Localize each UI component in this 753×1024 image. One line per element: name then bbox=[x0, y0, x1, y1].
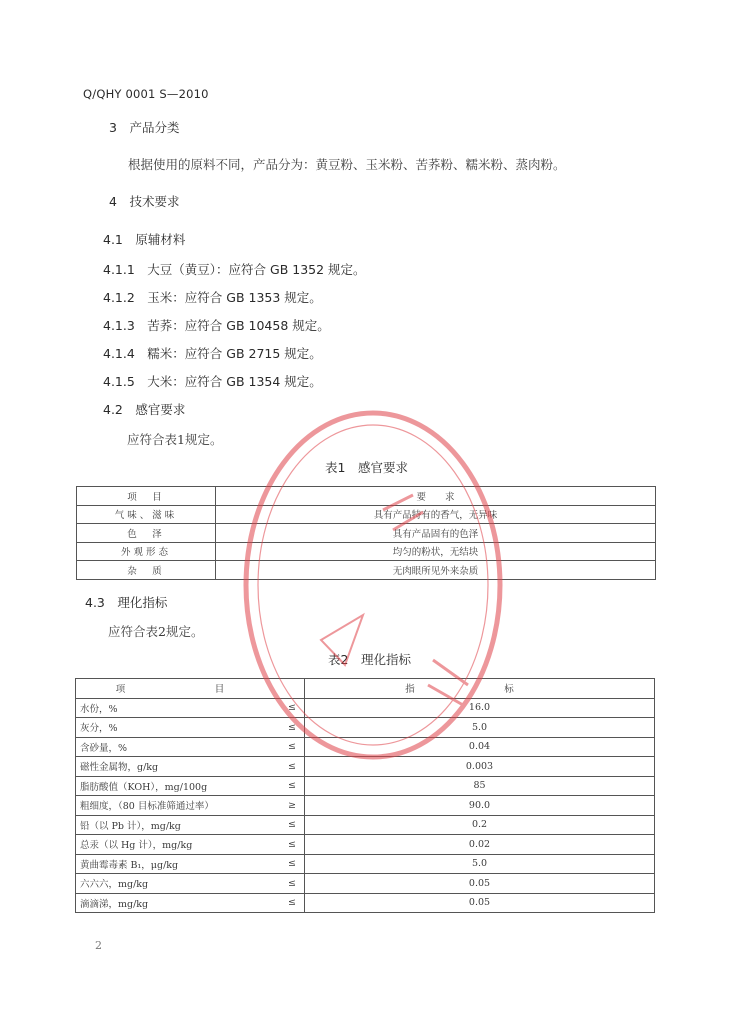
table-cell: 外观形态 bbox=[77, 542, 216, 561]
clause-4-1-4: 4.1.4 糯米：应符合 GB 2715 规定。 bbox=[103, 346, 322, 361]
table-cell: ≤ bbox=[190, 815, 305, 835]
table-row bbox=[77, 542, 656, 561]
table-row bbox=[77, 524, 656, 543]
table-header-cell: 项 目 bbox=[77, 487, 216, 506]
table-cell: 杂 质 bbox=[77, 561, 216, 580]
section-4-1-heading: 4.1 原辅材料 bbox=[103, 232, 186, 247]
table-cell: 六六六，mg/kg bbox=[76, 874, 191, 894]
table-cell: 0.2 bbox=[305, 815, 655, 835]
section-4-3-body: 应符合表2规定。 bbox=[108, 624, 204, 639]
table-cell: 灰分，% bbox=[76, 718, 191, 738]
table-cell: 无肉眼所见外来杂质 bbox=[216, 561, 656, 580]
table-cell: 0.05 bbox=[305, 874, 655, 894]
table-cell: 均匀的粉状，无结块 bbox=[216, 542, 656, 561]
table-cell: 具有产品特有的香气，无异味 bbox=[216, 505, 656, 524]
table-cell: ≤ bbox=[190, 737, 305, 757]
clause-4-1-1: 4.1.1 大豆（黄豆）：应符合 GB 1352 规定。 bbox=[103, 262, 366, 277]
table-row bbox=[76, 796, 655, 816]
table-cell: ≤ bbox=[190, 874, 305, 894]
page-number: 2 bbox=[95, 939, 102, 952]
section-4-heading: 4 技术要求 bbox=[109, 194, 180, 209]
table-cell: 0.003 bbox=[305, 757, 655, 777]
table-cell: 0.02 bbox=[305, 835, 655, 855]
table-cell: 水份，% bbox=[76, 698, 191, 718]
clause-4-1-5: 4.1.5 大米：应符合 GB 1354 规定。 bbox=[103, 374, 322, 389]
table-1-caption: 表1 感官要求 bbox=[325, 460, 408, 475]
table-cell: 5.0 bbox=[305, 718, 655, 738]
table-cell: ≤ bbox=[190, 854, 305, 874]
table-row bbox=[76, 835, 655, 855]
table-cell: ≤ bbox=[190, 893, 305, 913]
clause-4-1-3: 4.1.3 苦荞：应符合 GB 10458 规定。 bbox=[103, 318, 330, 333]
table-row bbox=[76, 737, 655, 757]
table-cell: ≥ bbox=[190, 796, 305, 816]
section-4-2-body: 应符合表1规定。 bbox=[127, 432, 223, 447]
table-cell: 5.0 bbox=[305, 854, 655, 874]
table-cell: 滴滴涕，mg/kg bbox=[76, 893, 191, 913]
physicochemical-indicators-table bbox=[75, 678, 655, 913]
table-cell: 黄曲霉毒素 B₁，μg/kg bbox=[76, 854, 191, 874]
table-2-caption: 表2 理化指标 bbox=[328, 652, 411, 667]
table-cell: 粗细度，（80 目标准筛通过率） bbox=[76, 796, 191, 816]
table-cell: ≤ bbox=[190, 757, 305, 777]
table-cell: ≤ bbox=[190, 698, 305, 718]
table-row bbox=[76, 718, 655, 738]
table-row bbox=[76, 815, 655, 835]
table-row bbox=[76, 776, 655, 796]
table-row bbox=[76, 757, 655, 777]
section-3-body: 根据使用的原料不同，产品分为：黄豆粉、玉米粉、苦荞粉、糯米粉、蒸肉粉。 bbox=[128, 157, 566, 172]
document-code: Q/QHY 0001 S—2010 bbox=[83, 87, 209, 101]
table-cell: ≤ bbox=[190, 718, 305, 738]
table-cell: 16.0 bbox=[305, 698, 655, 718]
table-row bbox=[77, 505, 656, 524]
table-cell: 色 泽 bbox=[77, 524, 216, 543]
table-header-row bbox=[76, 679, 655, 699]
table-cell: 具有产品固有的色泽 bbox=[216, 524, 656, 543]
section-4-2-heading: 4.2 感官要求 bbox=[103, 402, 186, 417]
table-cell: ≤ bbox=[190, 776, 305, 796]
sensory-requirements-table bbox=[76, 486, 656, 580]
table-cell: 0.04 bbox=[305, 737, 655, 757]
table-row bbox=[76, 874, 655, 894]
table-header-row bbox=[77, 487, 656, 506]
table-row bbox=[76, 698, 655, 718]
table-cell: 铅（以 Pb 计），mg/kg bbox=[76, 815, 191, 835]
table-row bbox=[76, 854, 655, 874]
table-header-cell: 指 标 bbox=[305, 679, 655, 699]
table-header-cell: 要 求 bbox=[216, 487, 656, 506]
table-cell: 90.0 bbox=[305, 796, 655, 816]
clause-4-1-2: 4.1.2 玉米：应符合 GB 1353 规定。 bbox=[103, 290, 322, 305]
table-row bbox=[76, 893, 655, 913]
table-cell: ≤ bbox=[190, 835, 305, 855]
table-header-cell: 项 目 bbox=[76, 679, 305, 699]
table-cell: 0.05 bbox=[305, 893, 655, 913]
table-row bbox=[77, 561, 656, 580]
table-cell: 含砂量，% bbox=[76, 737, 191, 757]
table-cell: 磁性金属物，g/kg bbox=[76, 757, 191, 777]
table-cell: 气味、滋味 bbox=[77, 505, 216, 524]
section-3-heading: 3 产品分类 bbox=[109, 120, 180, 135]
table-cell: 脂肪酸值（KOH），mg/100g bbox=[76, 776, 191, 796]
table-cell: 85 bbox=[305, 776, 655, 796]
table-cell: 总汞（以 Hg 计），mg/kg bbox=[76, 835, 191, 855]
section-4-3-heading: 4.3 理化指标 bbox=[85, 595, 168, 610]
